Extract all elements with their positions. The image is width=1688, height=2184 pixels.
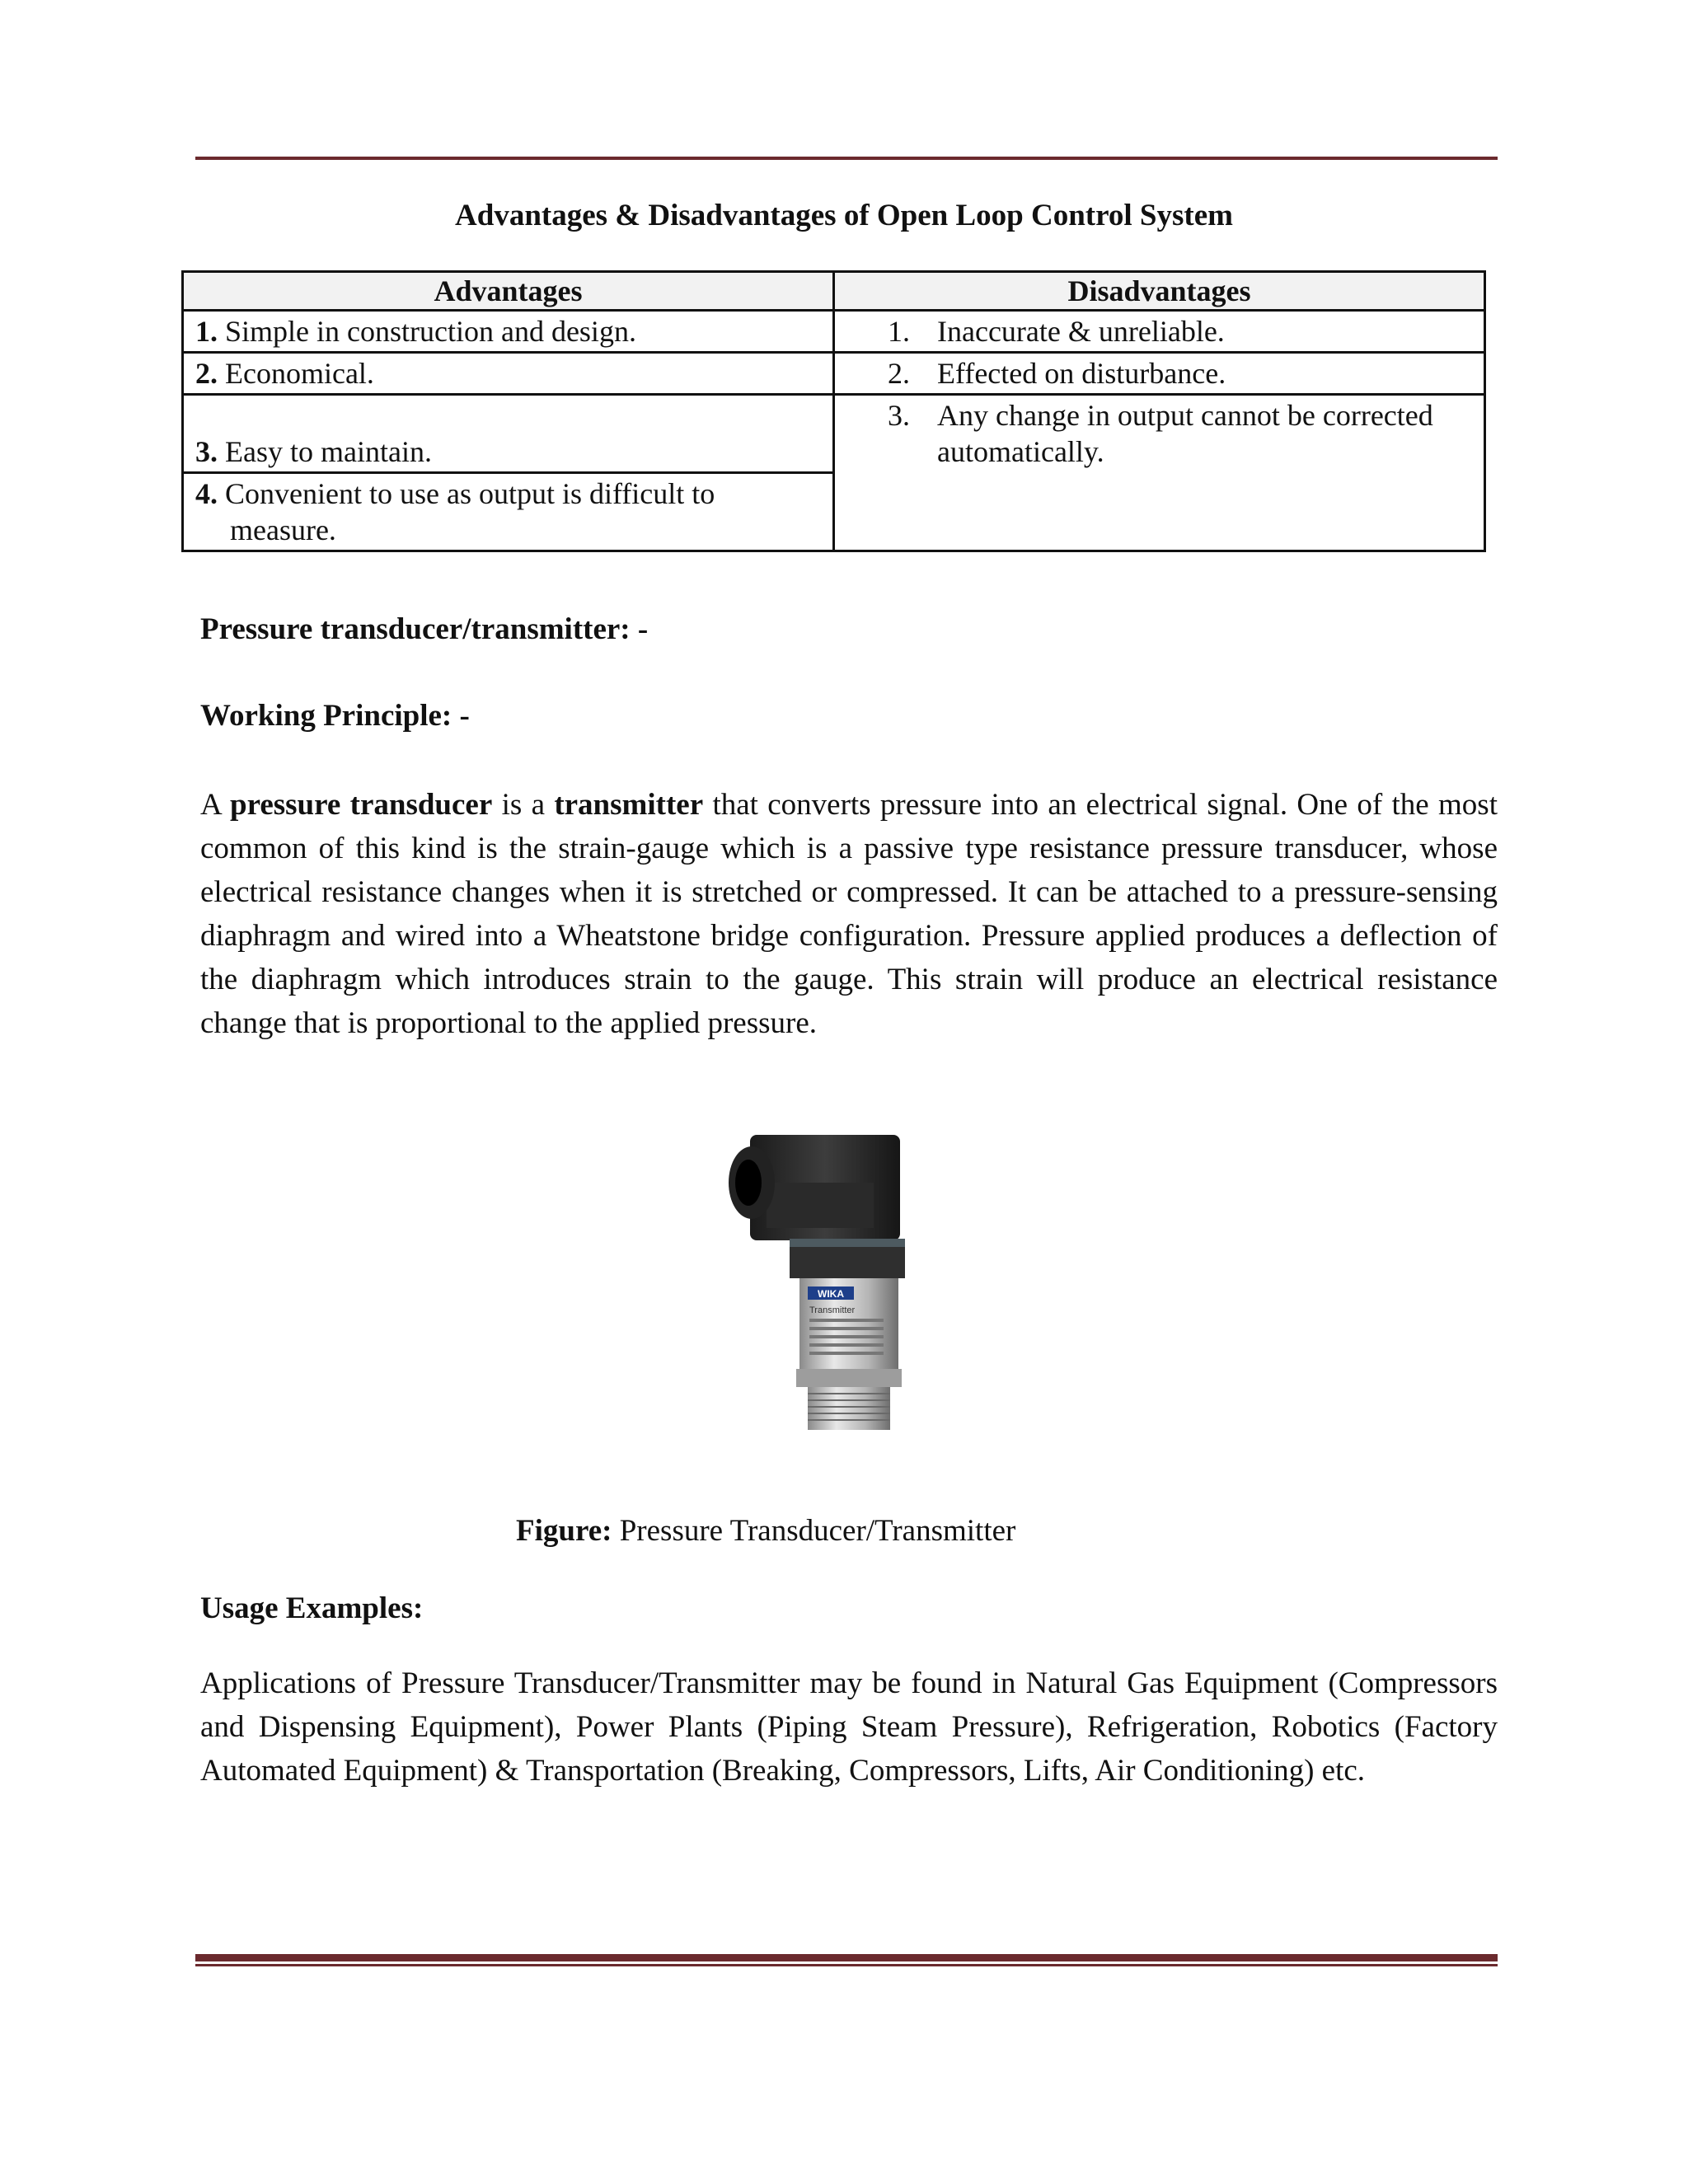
- advantage-number: 2.: [195, 357, 218, 390]
- advantage-text: Simple in construction and design.: [225, 315, 636, 348]
- table-row: [183, 353, 1485, 395]
- figure-caption: Figure: Pressure Transducer/Transmitter: [516, 1514, 1016, 1548]
- term-transmitter: transmitter: [554, 788, 704, 822]
- table-row: [183, 311, 1485, 353]
- advantages-table: [181, 270, 1486, 552]
- advantage-cell: [183, 311, 834, 353]
- advantage-text: Economical.: [225, 357, 374, 390]
- term-pressure-transducer: pressure transducer: [230, 788, 493, 822]
- pressure-transducer-image: [709, 1133, 915, 1438]
- svg-text:WIKA: WIKA: [818, 1288, 844, 1300]
- disadvantage-number: 3.: [888, 399, 910, 432]
- advantages-header: Advantages: [183, 272, 834, 311]
- top-rule: [195, 157, 1498, 160]
- advantage-cell: [183, 473, 834, 551]
- advantage-cell: [183, 353, 834, 395]
- disadvantage-text: Any change in output cannot be corrected automatically.: [937, 399, 1433, 468]
- disadvantage-cell: [834, 353, 1485, 395]
- disadvantage-text: Effected on disturbance.: [937, 357, 1226, 390]
- bottom-rule: [195, 1954, 1498, 1966]
- svg-text:Transmitter: Transmitter: [809, 1305, 856, 1315]
- table-header-row: [183, 272, 1485, 311]
- disadvantage-cell: [834, 395, 1485, 551]
- hex-nut: [796, 1369, 902, 1387]
- disadvantage-number: 1.: [888, 315, 910, 348]
- advantage-number: 3.: [195, 435, 218, 468]
- disadvantage-text: Inaccurate & unreliable.: [937, 315, 1225, 348]
- disadvantage-item: [846, 313, 1472, 349]
- table-row: [183, 395, 1485, 473]
- advantage-text: Easy to maintain.: [225, 435, 432, 468]
- disadvantage-cell: [834, 311, 1485, 353]
- advantage-cell: [183, 395, 834, 473]
- advantage-text: Convenient to use as output is difficult to measure.: [225, 477, 715, 546]
- table-title: Advantages & Disadvantages of Open Loop Control System: [455, 199, 1233, 232]
- usage-paragraph: Applications of Pressure Transducer/Transmitter may be found in Natural Gas Equipment (Compressors and Dispensing Equipment), Power Plants (Piping Steam Pressure), Refrigeration, Robotics (Factory Automated Equipment) & Transportation (Breaking, Compressors, Lifts, Air Conditioning) etc.: [200, 1666, 1498, 1788]
- usage-heading: Usage Examples:: [200, 1591, 424, 1625]
- disadvantages-header: Disadvantages: [834, 272, 1485, 311]
- section-subheading: Working Principle: -: [200, 699, 470, 733]
- disadvantage-item: [846, 397, 1472, 470]
- section-heading: Pressure transducer/transmitter: -: [200, 612, 649, 646]
- working-principle-paragraph: A pressure transducer is a transmitter that converts pressure into an electrical signal. One of the most common of this kind is the strain-gauge which is a passive type resistance pressure transducer, whose electrical resistance changes when it is stretched or compressed. It can be attached to a pressure-sensing diaphragm and wired into a Wheatstone bridge configuration. Pressure applied produces a deflection of the diaphragm which introduces strain to the gauge. This strain will produce an electrical resistance change that is proportional to the applied pressure.: [200, 788, 1498, 1040]
- advantage-number: 4.: [195, 477, 218, 510]
- disadvantage-item: [846, 355, 1472, 391]
- advantage-number: 1.: [195, 315, 218, 348]
- disadvantage-number: 2.: [888, 357, 910, 390]
